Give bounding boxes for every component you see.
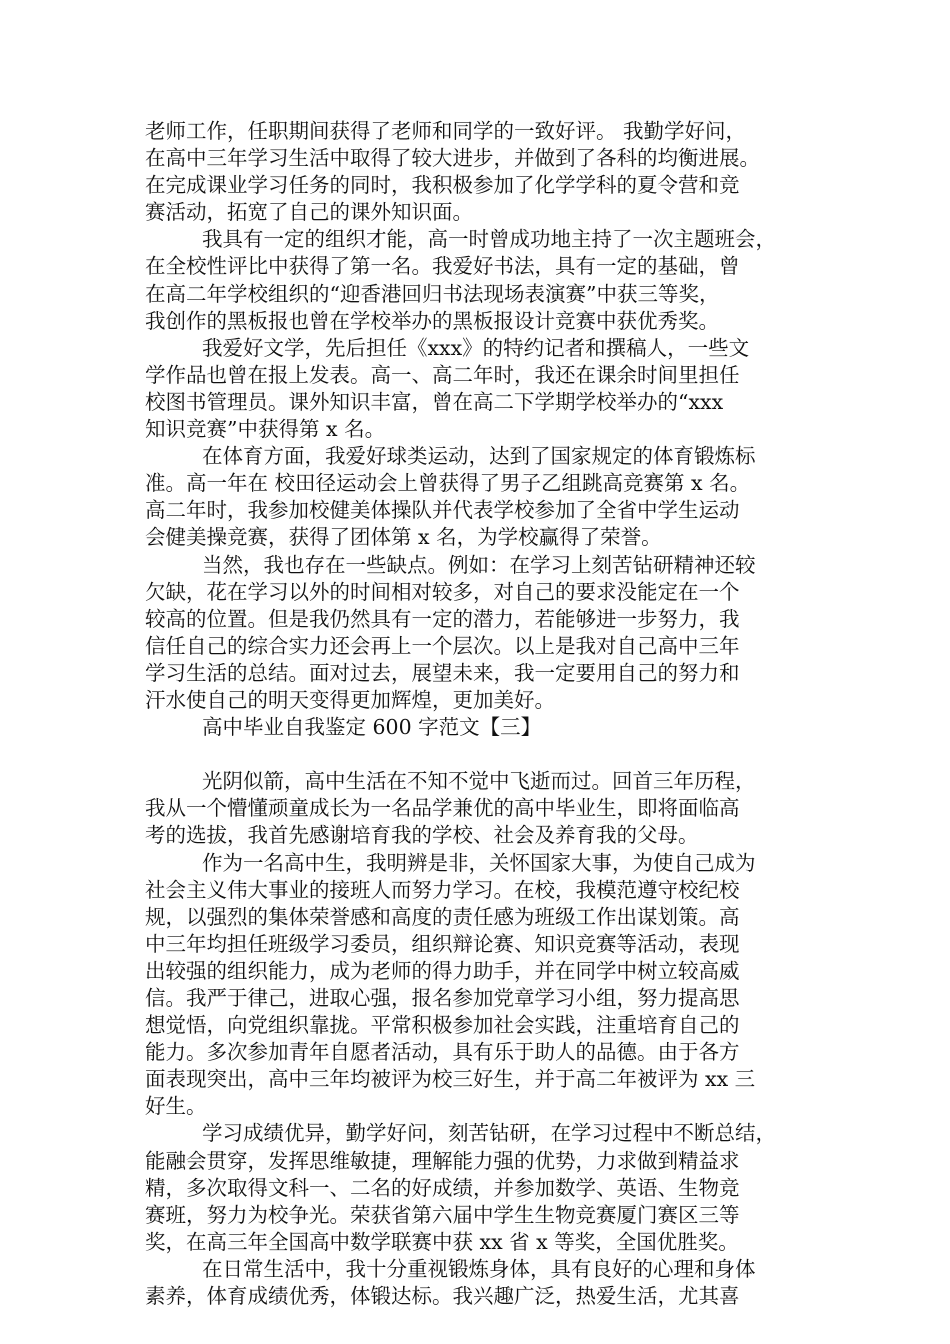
paragraph-line: 我从一个懵懂顽童成长为一名品学兼优的高中毕业生，即将面临高	[145, 796, 740, 821]
paragraph-first-line: 我具有一定的组织才能，高一时曾成功地主持了一次主题班会，	[202, 227, 776, 252]
paragraph-line: 学作品也曾在报上发表。高一、高二年时，我还在课余时间里担任	[145, 362, 740, 387]
paragraph-line: 欠缺，花在学习以外的时间相对较多，对自己的要求没能定在一个	[145, 579, 740, 604]
paragraph-line: 想觉悟，向党组织靠拢。平常积极参加社会实践，注重培育自己的	[145, 1013, 740, 1038]
paragraph-line: 会健美操竞赛，获得了团体第 x 名，为学校赢得了荣誉。	[145, 525, 662, 550]
paragraph-line: 考的选拔，我首先感谢培育我的学校、社会及养育我的父母。	[145, 823, 699, 848]
paragraph-line: 规，以强烈的集体荣誉感和高度的责任感为班级工作出谋划策。高	[145, 904, 740, 929]
paragraph-line: 面表现突出，高中三年均被评为校三好生，并于高二年被评为 xx 三	[145, 1067, 756, 1092]
paragraph-line: 能力。多次参加青年自愿者活动，具有乐于助人的品德。由于各方	[145, 1040, 740, 1065]
paragraph-line: 社会主义伟大事业的接班人而努力学习。在校，我模范遵守校纪校	[145, 877, 740, 902]
paragraph-first-line: 在日常生活中，我十分重视锻炼身体，具有良好的心理和身体	[202, 1256, 756, 1281]
paragraph-line: 高二年时，我参加校健美体操队并代表学校参加了全省中学生运动	[145, 498, 740, 523]
paragraph-first-line: 作为一名高中生，我明辨是非，关怀国家大事，为使自己成为	[202, 850, 756, 875]
paragraph-line: 在高中三年学习生活中取得了较大进步，并做到了各科的均衡进展。	[145, 146, 760, 171]
paragraph-line: 出较强的组织能力，成为老师的得力助手，并在同学中树立较高威	[145, 958, 740, 983]
paragraph-line: 精，多次取得文科一、二名的好成绩，并参加数学、英语、生物竞	[145, 1175, 740, 1200]
paragraph-line: 老师工作，任职期间获得了老师和同学的一致好评。 我勤学好问，	[145, 119, 747, 143]
paragraph-line: 在全校性评比中获得了第一名。我爱好书法，具有一定的基础，曾	[145, 254, 740, 279]
paragraph-line: 素养，体育成绩优秀，体锻达标。我兴趣广泛，热爱生活，尤其喜	[145, 1284, 740, 1309]
paragraph-line: 赛活动，拓宽了自己的课外知识面。	[145, 200, 473, 225]
paragraph-first-line: 高中毕业自我鉴定 600 字范文【三】	[202, 715, 542, 740]
paragraph-first-line: 学习成绩优异，勤学好问，刻苦钻研，在学习过程中不断总结，	[202, 1121, 776, 1146]
paragraph-line: 能融会贯穿，发挥思维敏捷，理解能力强的优势，力求做到精益求	[145, 1148, 740, 1173]
paragraph-line: 在高二年学校组织的“迎香港回归书法现场表演赛”中获三等奖，	[145, 281, 720, 306]
paragraph-first-line: 当然，我也存在一些缺点。例如：在学习上刻苦钻研精神还较	[202, 552, 756, 577]
paragraph-first-line: 我爱好文学，先后担任《xxx》的特约记者和撰稿人，一些文	[202, 335, 750, 360]
paragraph-line: 学习生活的总结。面对过去，展望未来，我一定要用自己的努力和	[145, 660, 740, 685]
paragraph-line: 校图书管理员。课外知识丰富，曾在高二下学期学校举办的“xxx	[145, 389, 724, 414]
paragraph-line: 中三年均担任班级学习委员，组织辩论赛、知识竞赛等活动，表现	[145, 931, 740, 956]
paragraph-line: 我创作的黑板报也曾在学校举办的黑板报设计竞赛中获优秀奖。	[145, 308, 719, 333]
paragraph-line: 好生。	[145, 1094, 207, 1119]
paragraph-line: 在完成课业学习任务的同时，我积极参加了化学学科的夏令营和竞	[145, 173, 740, 198]
paragraph-line: 汗水使自己的明天变得更加辉煌，更加美好。	[145, 687, 555, 712]
paragraph-line: 较高的位置。但是我仍然具有一定的潜力，若能够进一步努力，我	[145, 606, 740, 631]
paragraph-first-line: 在体育方面，我爱好球类运动，达到了国家规定的体育锻炼标	[202, 444, 756, 469]
paragraph-first-line: 光阴似箭，高中生活在不知不觉中飞逝而过。回首三年历程，	[202, 769, 756, 794]
paragraph-line: 赛班，努力为校争光。荣获省第六届中学生生物竞赛厦门赛区三等	[145, 1202, 740, 1227]
paragraph-line: 奖，在高三年全国高中数学联赛中获 xx 省 x 等奖，全国优胜奖。	[145, 1229, 739, 1254]
document-body	[145, 118, 831, 1310]
paragraph-line: 信。我严于律己，进取心强，报名参加党章学习小组，努力提高思	[145, 986, 740, 1010]
blank-line	[145, 741, 831, 768]
paragraph-line: 准。高一年在 校田径运动会上曾获得了男子乙组跳高竞赛第 x 名。	[145, 471, 751, 496]
paragraph-line: 知识竞赛”中获得第 x 名。	[145, 417, 386, 442]
paragraph-line: 信任自己的综合实力还会再上一个层次。以上是我对自己高中三年	[145, 633, 740, 658]
